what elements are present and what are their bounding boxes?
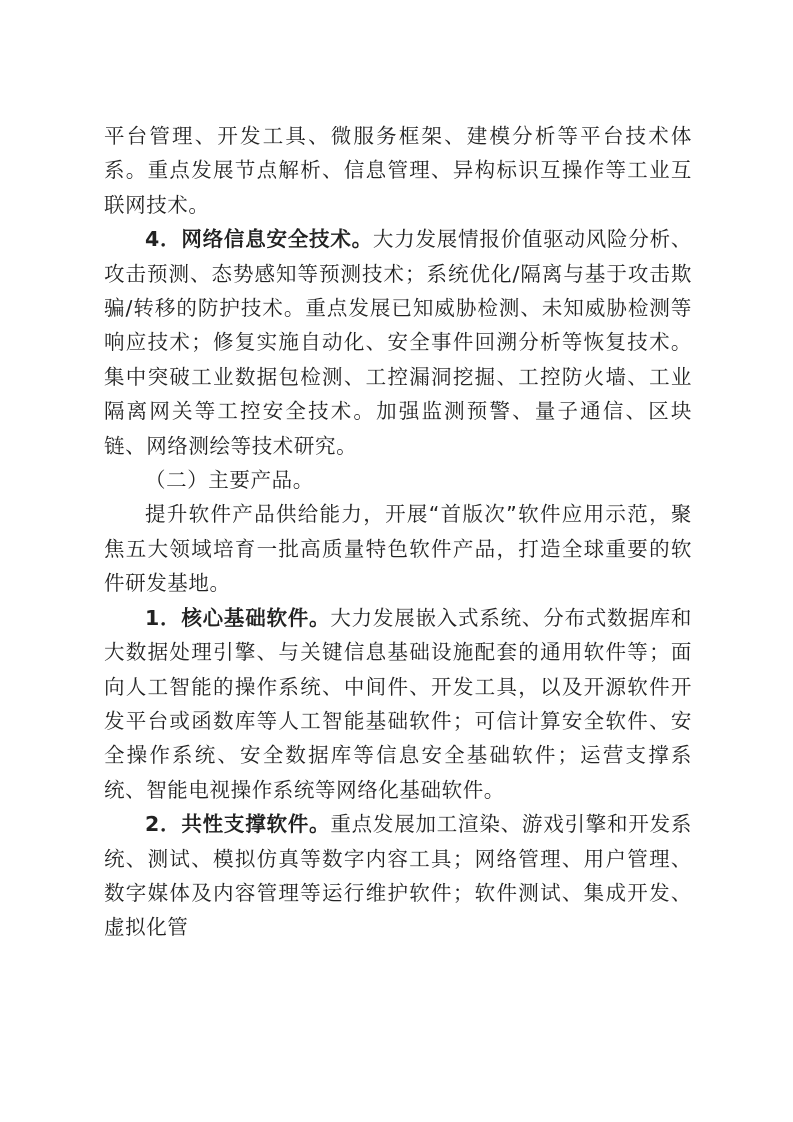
paragraph-core-software [104,601,692,807]
heading-number: 4． [145,227,182,252]
heading-number: 2． [145,812,182,837]
paragraph-text: 平台管理、开发工具、微服务框架、建模分析等平台技术体系。重点发展节点解析、信息管理、异构标识互操作等工业互联网技术。 [104,124,692,217]
paragraph-text: 大力发展情报价值驱动风险分析、攻击预测、态势感知等预测技术；系统优化/隔离与基于攻击欺骗/转移的防护技术。重点发展已知威胁检测、未知威胁检测等响应技术；修复实施自动化、安全事件回溯分析等恢复技术。集中突破工业数据包检测、工控漏洞挖掘、工控防火墙、工业隔离网关等工控安全技术。加强监测预警、量子通信、区块链、网络测绘等技术研究。 [104,227,693,458]
heading-number: 1． [145,605,182,630]
heading-title: 核心基础软件。 [181,605,331,630]
section-heading-main-products [104,463,692,497]
heading-title: 网络信息安全技术。 [181,227,373,252]
document-body [104,119,692,945]
paragraph-text: 大力发展嵌入式系统、分布式数据库和大数据处理引擎、与关键信息基础设施配套的通用软件等；面向人工智能的操作系统、中间件、开发工具，以及开源软件开发平台或函数库等人工智能基础软件；可信计算安全软件、安全操作系统、安全数据库等信息安全基础软件；运营支撑系统、智能电视操作系统等网络化基础软件。 [104,605,693,802]
section-heading-text: （二）主要产品。 [145,468,314,493]
paragraph-text: 提升软件产品供给能力，开展“首版次”软件应用示范，聚焦五大领域培育一批高质量特色软件产品，打造全球重要的软件研发基地。 [104,502,692,596]
paragraph-support-software [104,807,692,945]
paragraph-text: 重点发展加工渲染、游戏引擎和开发系统、测试、模拟仿真等数字内容工具；网络管理、用户管理、数字媒体及内容管理等运行维护软件；软件测试、集成开发、虚拟化管 [104,812,693,940]
paragraph-product-supply [104,497,692,600]
paragraph-continued [104,119,692,222]
paragraph-network-security [104,222,692,463]
heading-title: 共性支撑软件。 [181,812,331,837]
